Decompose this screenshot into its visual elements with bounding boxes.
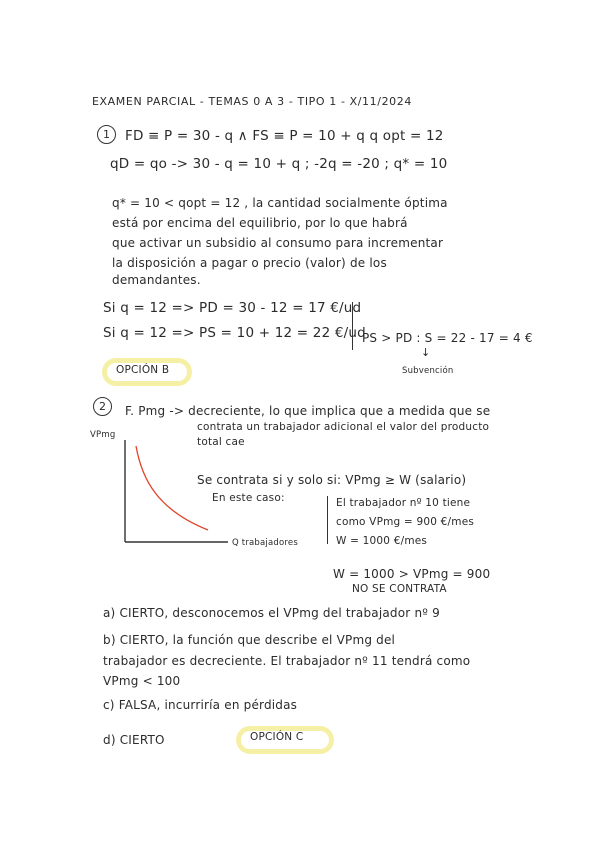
q1-answer: OPCIÓN B bbox=[116, 364, 170, 376]
q1-para-line-3: que activar un subsidio al consumo para incrementar bbox=[112, 236, 444, 250]
q1-calc-demand-price: Si q = 12 => PD = 30 - 12 = 17 €/ud bbox=[103, 300, 362, 316]
q1-subsidy-calc: PS > PD : S = 22 - 17 = 4 € bbox=[362, 331, 533, 345]
option-b-cont-2: VPmg < 100 bbox=[103, 674, 181, 688]
q1-subsidy-label: Subvención bbox=[402, 366, 454, 376]
option-d: d) CIERTO bbox=[103, 733, 165, 747]
q1-demand-supply: FD ≡ P = 30 - q ∧ FS ≡ P = 10 + q q opt = 12 bbox=[125, 128, 444, 144]
q1-equilibrium: qD = qo -> 30 - q = 10 + q ; -2q = -20 ; q* = 10 bbox=[110, 156, 448, 172]
q2-hiring-rule: Se contrata si y solo si: VPmg ≥ W (salario) bbox=[197, 473, 467, 487]
q2-case-line-2: como VPmg = 900 €/mes bbox=[336, 516, 475, 528]
q1-para-line-4: la disposición a pagar o precio (valor) de los bbox=[112, 256, 387, 270]
q2-conclusion-2: NO SE CONTRATA bbox=[352, 583, 447, 595]
arrow-down-icon: ↓ bbox=[421, 346, 431, 359]
exam-title: EXAMEN PARCIAL - TEMAS 0 A 3 - TIPO 1 - X/11/2024 bbox=[92, 95, 412, 108]
option-b: b) CIERTO, la función que describe el VPmg del bbox=[103, 633, 396, 647]
q2-case-line-1: El trabajador nº 10 tiene bbox=[336, 497, 471, 509]
q2-answer: OPCIÓN C bbox=[250, 731, 304, 743]
q2-brace-line bbox=[327, 496, 328, 544]
q1-calc-supply-price: Si q = 12 => PS = 10 + 12 = 22 €/ud bbox=[103, 325, 366, 341]
question-1-number: 1 bbox=[97, 125, 116, 144]
question-2-number: 2 bbox=[93, 397, 112, 416]
q2-line-3: total cae bbox=[197, 436, 245, 448]
graph-y-axis-label: VPmg bbox=[90, 430, 116, 440]
q1-para-line-2: está por encima del equilibrio, por lo que habrá bbox=[112, 216, 408, 230]
option-c: c) FALSA, incurriría en pérdidas bbox=[103, 698, 298, 712]
q2-case-line-3: W = 1000 €/mes bbox=[336, 535, 428, 547]
q2-conclusion-1: W = 1000 > VPmg = 900 bbox=[333, 567, 491, 581]
q1-para-line-5: demandantes. bbox=[112, 273, 201, 287]
option-b-cont-1: trabajador es decreciente. El trabajador nº 11 tendrá como bbox=[103, 654, 471, 668]
q2-case-label: En este caso: bbox=[212, 492, 285, 504]
q1-para-line-1: q* = 10 < qopt = 12 , la cantidad socialmente óptima bbox=[112, 196, 448, 210]
q2-line-2: contrata un trabajador adicional el valor del producto bbox=[197, 421, 490, 433]
q2-line-1: F. Pmg -> decreciente, lo que implica que a medida que se bbox=[125, 404, 491, 418]
graph-x-axis-label: Q trabajadores bbox=[232, 538, 298, 548]
vpmg-curve bbox=[136, 446, 208, 530]
option-a: a) CIERTO, desconocemos el VPmg del trabajador nº 9 bbox=[103, 606, 440, 620]
